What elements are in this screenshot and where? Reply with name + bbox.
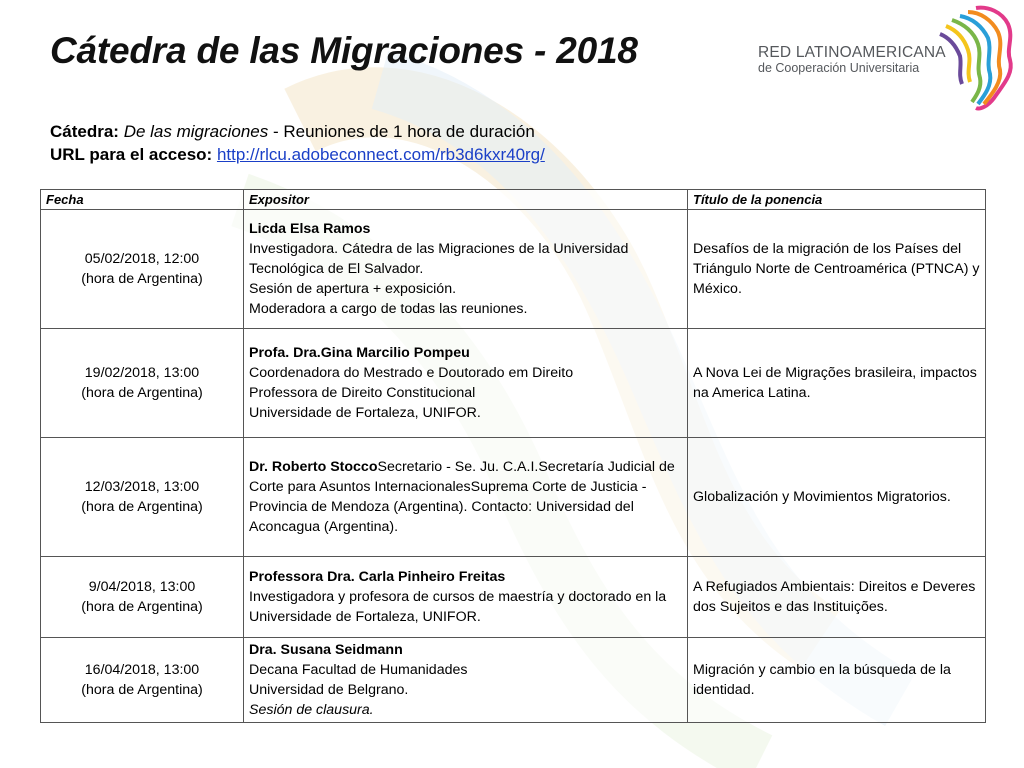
expositor-detail: Secretario - Se. Ju. C.A.I.Secretaría Judicial de Corte para Asuntos InternacionalesSuprema Corte de Justicia - Provincia de Mendoza (Argentina). Contacto: Universidad del Aconcagua (Argentina).: [249, 459, 675, 535]
table-row: [41, 438, 986, 557]
expositor-detail: Moderadora a cargo de todas las reuniones.: [249, 301, 528, 317]
table-row: [41, 210, 986, 329]
schedule-table: [40, 189, 986, 723]
expositor-detail: Universidade de Fortaleza, UNIFOR.: [249, 609, 481, 625]
expositor-detail: Investigadora y profesora de cursos de maestría y doctorado en la: [249, 589, 667, 605]
talk-title-cell: Desafíos de la migración de los Países del Triángulo Norte de Centroamérica (PTNCA) y México.: [688, 210, 986, 329]
catedra-label: Cátedra:: [50, 122, 119, 141]
date-cell: [41, 638, 244, 723]
expositor-name: Licda Elsa Ramos: [249, 221, 371, 237]
table-row: [41, 557, 986, 638]
date-value: 9/04/2018, 13:00: [88, 579, 196, 595]
date-cell: [41, 329, 244, 438]
expositor-session-note: Sesión de clausura.: [249, 702, 374, 718]
expositor-name: Profa. Dra.Gina Marcilio Pompeu: [249, 345, 470, 361]
expositor-detail: Professora de Direito Constitucional: [249, 385, 476, 401]
intro-block: [50, 120, 545, 166]
logo-line-2: de Cooperación Universitaria: [758, 61, 920, 75]
header-talk-title: Título de la ponencia: [688, 190, 986, 210]
table-row: [41, 638, 986, 723]
expositor-detail: Sesión de apertura + exposición.: [249, 281, 457, 297]
header-expositor: Expositor: [244, 190, 688, 210]
expositor-cell: [244, 438, 688, 557]
date-value: 19/02/2018, 13:00: [84, 365, 200, 381]
expositor-detail: Universidade de Fortaleza, UNIFOR.: [249, 405, 481, 421]
talk-title-cell: A Refugiados Ambientais: Direitos e Deveres dos Sujeitos e das Instituições.: [688, 557, 986, 638]
talk-title-cell: Migración y cambio en la búsqueda de la identidad.: [688, 638, 986, 723]
date-cell: [41, 557, 244, 638]
date-value: 16/04/2018, 13:00: [84, 662, 200, 678]
date-value: 12/03/2018, 13:00: [84, 479, 200, 495]
expositor-detail: Investigadora. Cátedra de las Migraciones de la Universidad Tecnológica de El Salvador.: [249, 241, 629, 277]
timezone-note: (hora de Argentina): [81, 599, 203, 615]
table-header-row: [41, 190, 986, 210]
expositor-name: Professora Dra. Carla Pinheiro Freitas: [249, 569, 506, 585]
access-url-link[interactable]: http://rlcu.adobeconnect.com/rb3d6kxr40rg/: [216, 145, 545, 164]
expositor-detail: Coordenadora do Mestrado e Doutorado em Direito: [249, 365, 574, 381]
timezone-note: (hora de Argentina): [81, 499, 203, 515]
expositor-detail: Universidad de Belgrano.: [249, 682, 409, 698]
date-cell: [41, 438, 244, 557]
catedra-line: [50, 120, 545, 143]
expositor-cell: [244, 557, 688, 638]
timezone-note: (hora de Argentina): [81, 271, 203, 287]
schedule-table-container: [40, 189, 985, 723]
page-title: Cátedra de las Migraciones - 2018: [50, 30, 638, 71]
date-value: 05/02/2018, 12:00: [84, 251, 200, 267]
timezone-note: (hora de Argentina): [81, 682, 203, 698]
expositor-cell: [244, 329, 688, 438]
catedra-description: - Reuniones de 1 hora de duración: [268, 122, 535, 141]
url-label: URL para el acceso:: [50, 145, 213, 164]
date-cell: [41, 210, 244, 329]
expositor-name: Dr. Roberto Stocco: [249, 459, 378, 475]
timezone-note: (hora de Argentina): [81, 385, 203, 401]
header-date: Fecha: [41, 190, 244, 210]
expositor-cell: [244, 210, 688, 329]
expositor-name: Dra. Susana Seidmann: [249, 642, 403, 658]
catedra-name: De las migraciones: [123, 122, 269, 141]
talk-title-cell: A Nova Lei de Migrações brasileira, impactos na America Latina.: [688, 329, 986, 438]
organization-logo: [752, 4, 1022, 112]
talk-title-cell: Globalización y Movimientos Migratorios.: [688, 438, 986, 557]
logo-line-1: RED LATINOAMERICANA: [758, 44, 946, 61]
table-row: [41, 329, 986, 438]
expositor-detail: Decana Facultad de Humanidades: [249, 662, 468, 678]
latin-america-map-icon: [918, 4, 1022, 112]
url-line: [50, 143, 545, 166]
expositor-cell: [244, 638, 688, 723]
